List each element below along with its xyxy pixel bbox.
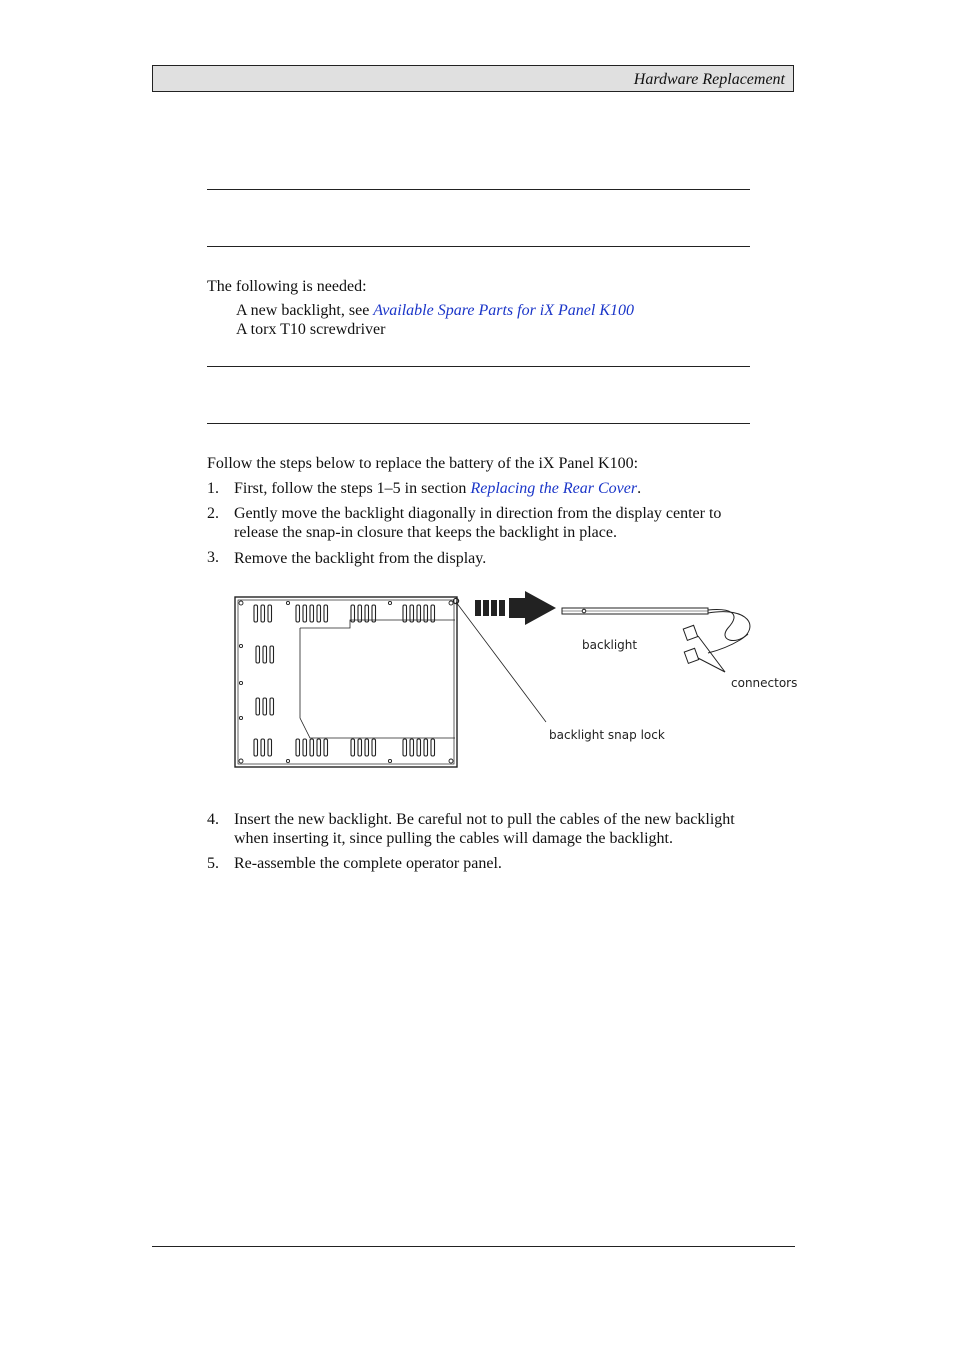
step-text: Re-assemble the complete operator panel. [234, 855, 502, 872]
step-text: release the snap-in closure that keeps the backlight in place. [234, 524, 617, 541]
snap-lock-label: backlight snap lock [549, 728, 665, 742]
section-rule [207, 189, 750, 190]
step-text: Insert the new backlight. Be careful not to pull the cables of the new backlight [234, 811, 735, 828]
step-number: 5. [207, 855, 219, 872]
running-header [152, 65, 794, 92]
step-number: 1. [207, 480, 219, 497]
step-text: when inserting it, since pulling the cables will damage the backlight. [234, 830, 673, 847]
spare-parts-link[interactable]: Available Spare Parts for iX Panel K100 [373, 302, 635, 319]
step-text: Remove the backlight from the display. [234, 550, 487, 567]
header-title: Hardware Replacement [633, 71, 785, 88]
section-rule [207, 423, 750, 424]
display-panel-drawing [235, 597, 459, 767]
direction-arrow [475, 591, 556, 625]
step-number: 4. [207, 811, 219, 828]
step-number: 2. [207, 505, 219, 522]
step-number: 3. [207, 549, 219, 566]
step-text [234, 479, 641, 498]
connectors-label: connectors [731, 676, 798, 690]
section-rule [207, 366, 750, 367]
backlight-figure [230, 588, 800, 773]
procedure-intro: Follow the steps below to replace the battery of the iX Panel K100: [207, 455, 639, 472]
step-text: Gently move the backlight diagonally in direction from the display center to [234, 505, 722, 522]
rear-cover-link[interactable]: Replacing the Rear Cover [470, 480, 638, 497]
footer-rule [152, 1246, 795, 1247]
section-rule [207, 246, 750, 247]
needed-item-text: A new backlight, see [236, 302, 374, 319]
backlight-label: backlight [582, 638, 638, 652]
needed-item: A torx T10 screwdriver [236, 321, 386, 338]
step-1-text: First, follow the steps 1–5 in section [234, 480, 471, 497]
needed-item [236, 301, 634, 320]
needed-intro: The following is needed: [207, 278, 367, 295]
step-1-suffix: . [637, 480, 642, 497]
